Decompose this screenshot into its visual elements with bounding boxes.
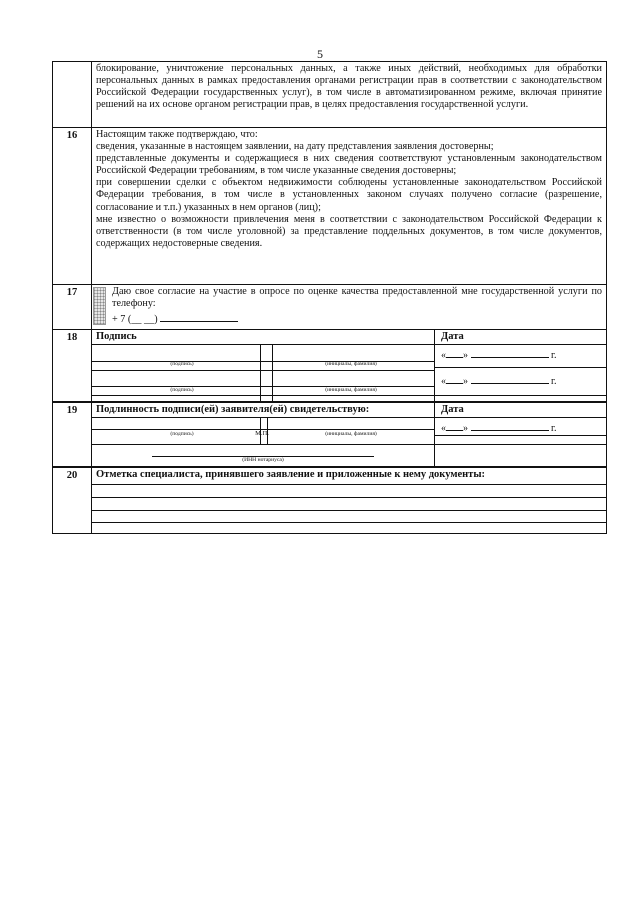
phone-field[interactable]: + 7 (__ __) xyxy=(112,311,602,326)
row-number: 16 xyxy=(53,128,92,284)
name-caption: (инициалы, фамилия) xyxy=(325,387,377,393)
row-20-specialist xyxy=(53,466,606,533)
row-number: 19 xyxy=(53,403,92,466)
confirmation-line: Настоящим также подтверждаю, что: xyxy=(96,129,258,140)
checkbox-barcode-icon[interactable] xyxy=(93,287,106,325)
page-number: 5 xyxy=(317,47,323,61)
confirmation-text xyxy=(92,128,606,251)
notary-header: Подлинность подписи(ей) заявителя(ей) свидетельствую: xyxy=(96,404,370,415)
note-line[interactable] xyxy=(92,510,606,511)
signature-caption: (подпись) xyxy=(170,387,194,393)
signature-caption: (подпись) xyxy=(170,361,194,367)
row-19-notary xyxy=(53,401,606,466)
date-header: Дата xyxy=(441,404,464,415)
confirmation-line: представленные документы и содержащиеся в них сведения соответствуют установленным законодательством Российской Федерации требованиям, в том числе указанные сведения достоверны; xyxy=(96,153,602,177)
row-15-continuation xyxy=(53,62,606,127)
consent-text-continuation xyxy=(92,62,606,112)
row-number: 20 xyxy=(53,468,92,533)
note-line[interactable] xyxy=(92,522,606,523)
signature-caption: (подпись) xyxy=(170,431,194,437)
row-17 xyxy=(53,284,606,329)
confirmation-line: мне известно о возможности привлечения меня в соответствии с законодательством Российской Федерации к ответственности (в том числе уголовной) за представление поддельных документов, в том числе документов, содержащих недостоверные сведения. xyxy=(96,213,602,249)
date-field-1[interactable]: « » г. xyxy=(441,350,557,361)
date-header: Дата xyxy=(441,331,464,342)
consent-paragraph: блокирование, уничтожение персональных данных, а также иных действий, необходимых для обработки персональных данных в рамках предоставления органами регистрации прав в соответствии с законодательством Российской Федерации государственных услуг), в том числе в автоматизированном режиме, включая принятие решений на их основе органом регистрации прав, в целях предоставления государственной услуги. xyxy=(96,63,602,111)
row-18-signature xyxy=(53,329,606,401)
note-line[interactable] xyxy=(92,484,606,485)
name-caption: (инициалы, фамилия) xyxy=(325,361,377,367)
application-form-table xyxy=(52,61,607,534)
date-field[interactable]: « » г. xyxy=(441,423,557,434)
confirmation-line: сведения, указанные в настоящем заявлении, на дату представления заявления достоверны; xyxy=(96,141,494,153)
specialist-header: Отметка специалиста, принявшего заявление и приложенные к нему документы: xyxy=(96,469,486,480)
inn-caption: (ИНН нотариуса) xyxy=(242,457,284,463)
row-number: 17 xyxy=(53,285,92,329)
survey-consent-text: Даю свое согласие на участие в опросе по оценке качества предоставленной мне государственной услуги по телефону: xyxy=(112,286,602,310)
stamp-caption: М.П. xyxy=(255,430,269,437)
row-number xyxy=(53,62,92,127)
row-16 xyxy=(53,127,606,284)
confirmation-line: при совершении сделки с объектом недвижимости соблюдены установленные законодательством Российской Федерации требования, в том числе в установленных законом случаях получено согласие (разрешение, согласование и т.п.) указанных в нем органов (лиц); xyxy=(96,177,602,213)
date-field-2[interactable]: « » г. xyxy=(441,376,557,387)
note-line[interactable] xyxy=(92,497,606,498)
name-caption: (инициалы, фамилия) xyxy=(325,431,377,437)
signature-header: Подпись xyxy=(96,331,137,342)
row-number: 18 xyxy=(53,330,92,401)
